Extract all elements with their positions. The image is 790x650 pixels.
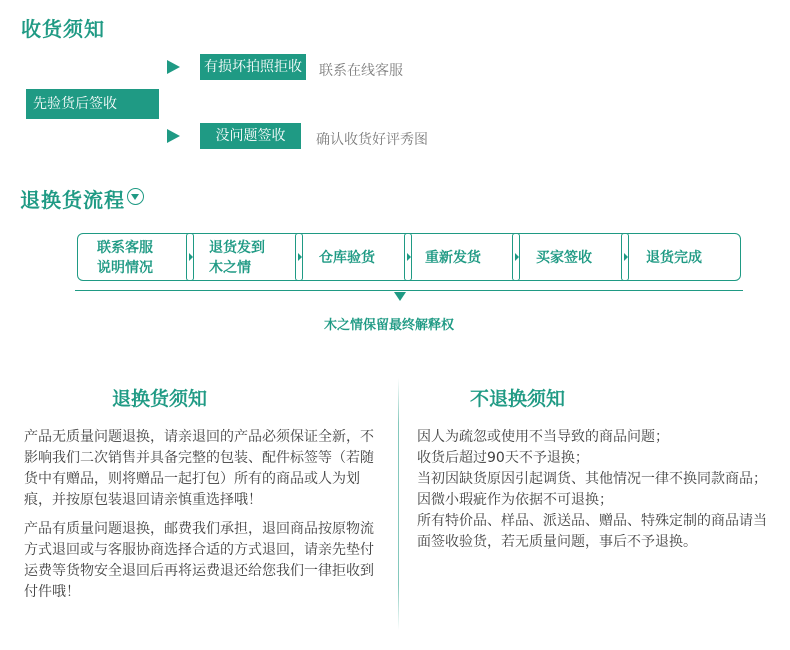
chevron-right-icon (404, 233, 412, 281)
contact-service-note: 联系在线客服 (319, 63, 403, 79)
final-interpretation-note: 木之情保留最终解释权 (324, 318, 455, 333)
flow-step-contact: 联系客服 说明情况 (97, 240, 153, 276)
circle-down-arrow-icon (127, 188, 144, 205)
receipt-section-title: 收货须知 (21, 17, 105, 41)
flow-step-complete: 退货完成 (646, 250, 702, 266)
returns-flow-title: 退换货流程 (20, 188, 125, 212)
damaged-reject-box: 有损坏拍照拒收 (200, 54, 306, 80)
arrow-right-icon (167, 129, 180, 143)
ok-sign-box: 没问题签收 (200, 123, 301, 149)
no-return-item: 因人为疏忽或使用不当导致的商品问题； (417, 429, 669, 445)
no-return-item: 当初因缺货原因引起调货、其他情况一律不换同款商品； (417, 471, 767, 487)
flow-step-ship-back: 退货发到 木之情 (209, 240, 265, 276)
no-return-notice-title: 不退换须知 (470, 388, 566, 410)
divider-line (75, 290, 743, 291)
flow-step-inspect: 仓库验货 (319, 250, 375, 266)
column-divider (398, 378, 399, 630)
no-return-notice-body (417, 427, 777, 553)
return-notice-paragraph: 产品无质量问题退换，请亲退回的产品必须保证全新，不影响我们二次销售并具备完整的包装、配件标签等（若随货中有赠品，则将赠品一起打包）所有的商品或人为划痕，并按原包装退回请亲慎重选择哦！ (24, 429, 374, 508)
flow-step-reship: 重新发货 (425, 250, 481, 266)
inspect-before-sign-box: 先验货后签收 (26, 89, 159, 119)
flow-step-buyer-sign: 买家签收 (536, 250, 592, 266)
arrow-right-icon (167, 60, 180, 74)
chevron-right-icon (621, 233, 629, 281)
return-notice-paragraph: 产品有质量问题退换，邮费我们承担，退回商品按原物流方式退回或与客服协商选择合适的方式退回，请亲先垫付运费等货物安全退回后再将运费退还给您我们一律拒收到付件哦！ (24, 521, 374, 600)
confirm-review-note: 确认收货好评秀图 (316, 132, 428, 148)
no-return-item: 所有特价品、样品、派送品、赠品、特殊定制的商品请当面签收验货，若无质量问题，事后不予退换。 (417, 513, 767, 550)
down-triangle-icon (394, 292, 406, 301)
return-notice-title: 退换货须知 (112, 388, 208, 410)
chevron-right-icon (512, 233, 520, 281)
chevron-right-icon (295, 233, 303, 281)
return-notice-body (24, 427, 386, 603)
no-return-item: 收货后超过90天不予退换； (417, 450, 589, 466)
chevron-right-icon (186, 233, 194, 281)
no-return-item: 因微小瑕疵作为依据不可退换； (417, 492, 613, 508)
